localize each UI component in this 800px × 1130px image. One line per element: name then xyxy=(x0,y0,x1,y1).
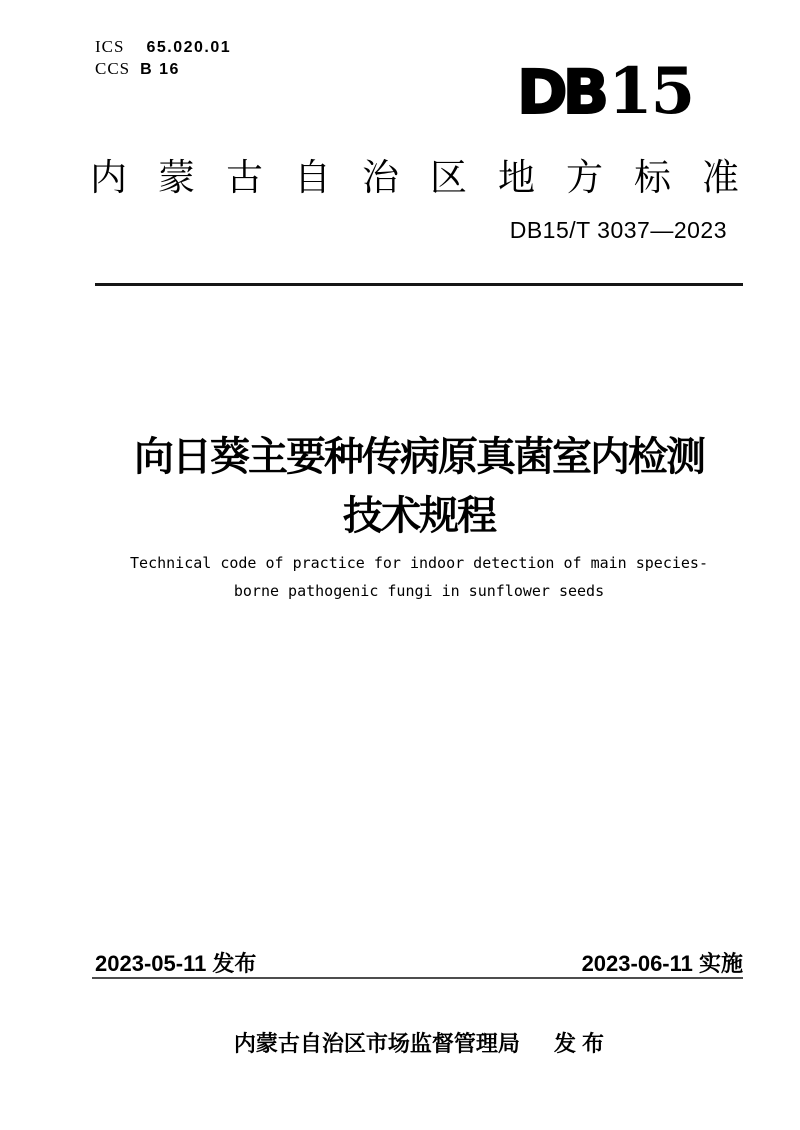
implement-date: 2023-06-11 实施 xyxy=(581,951,743,976)
db-logo-number: 15 xyxy=(608,54,694,129)
standard-number: DB15/T 3037—2023 xyxy=(509,217,727,243)
ics-label: ICS xyxy=(95,37,125,56)
ics-value: 65.020.01 xyxy=(146,39,232,56)
english-title-line1: Technical code of practice for indoor detection of main species- xyxy=(130,554,708,572)
document-title-line1: 向日葵主要种传病原真菌室内检测 xyxy=(134,435,704,479)
ccs-value: B 16 xyxy=(140,61,180,78)
footer-divider xyxy=(92,977,743,979)
ccs-label: CCS xyxy=(95,59,131,78)
db15-logo xyxy=(517,54,694,129)
dates-row xyxy=(95,951,743,977)
document-title xyxy=(95,428,743,546)
english-title-line2: borne pathogenic fungi in sunflower seeds xyxy=(233,582,605,600)
db-logo-prefix: DB xyxy=(517,57,605,128)
document-title-line2: 技术规程 xyxy=(343,494,495,538)
publisher-name: 内蒙古自治区市场监督管理局 xyxy=(233,1031,520,1056)
header-divider xyxy=(95,283,743,286)
classification-codes xyxy=(95,36,231,80)
english-title xyxy=(95,549,743,605)
publisher-row xyxy=(95,1029,743,1059)
issue-date: 2023-05-11 发布 xyxy=(95,951,257,976)
ics-code-line xyxy=(95,36,231,58)
publish-label: 发 布 xyxy=(553,1031,605,1056)
standard-name: 内蒙古自治区地方标准 xyxy=(90,157,770,198)
ccs-code-line xyxy=(95,58,231,80)
